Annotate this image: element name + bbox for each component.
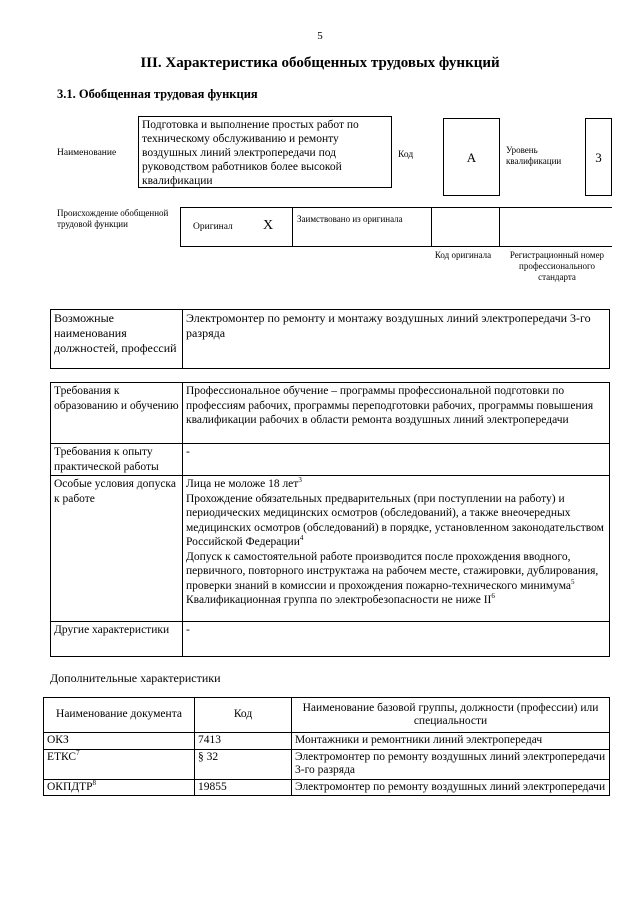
page-number: 5: [317, 30, 323, 42]
header-document: Наименование документа: [44, 698, 195, 733]
table-row: [44, 749, 610, 779]
admission-line: Квалификационная группа по электробезопасности не ниже $II^6$: [186, 592, 495, 606]
header-name: Наименование базовой группы, должности (профессии) или специальности: [292, 698, 610, 733]
education-label: Требования к образованию и обучению: [51, 383, 183, 444]
additional-title: Дополнительные характеристики: [50, 671, 221, 685]
divider: [499, 208, 500, 246]
subsection-title: 3.1. Обобщенная трудовая функция: [57, 87, 258, 101]
level-value: 3: [585, 118, 612, 196]
additional-table: [43, 697, 610, 796]
admission-value: [183, 476, 610, 622]
original-mark: X: [263, 218, 274, 233]
table-row: [44, 733, 610, 750]
borrowed-label: Заимствовано из оригинала: [297, 214, 403, 224]
education-value: Профессиональное обучение – программы профессиональной подготовки по профессиям рабочих, программы переподготовки рабочих, программы повышения квалификации рабочих в области ремонта воздушных линий электропередачи: [183, 383, 610, 444]
row-name: Электромонтер по ремонту воздушных линий электропередачи 3-го разряда: [292, 749, 610, 779]
reg-number-caption: Регистрационный номер профессионального стандарта: [509, 250, 605, 282]
requirements-table: [50, 382, 610, 657]
level-label: Уровень квалификации: [506, 145, 562, 166]
origin-label: Происхождение обобщенной трудовой функции: [57, 208, 169, 229]
row-name: Монтажники и ремонтники линий электропередач: [292, 733, 610, 750]
name-label: Наименование: [57, 148, 117, 158]
admission-line: Лица не моложе 18 лет$^3$: [186, 476, 302, 490]
positions-value: Электромонтер по ремонту и монтажу воздушных линий электропередачи 3-го разряда: [183, 310, 610, 369]
header-code: Код: [195, 698, 292, 733]
row-code: 7413: [195, 733, 292, 750]
section-title: III. Характеристика обобщенных трудовых функций: [140, 55, 500, 71]
experience-value: -: [183, 444, 610, 476]
positions-table: [50, 309, 610, 369]
admission-line: Допуск к самостоятельной работе производится после прохождения вводного, первичного, повторного инструктажа на рабочем месте, стажировки, дублирования, проверки знаний в комиссии и прохождения пожарно-технического минимума$^5$: [186, 550, 599, 592]
positions-label: Возможные наименования должностей, профессий: [51, 310, 183, 369]
code-label: Код: [398, 150, 414, 160]
row-doc: ОКЗ: [44, 733, 195, 750]
table-row: [44, 779, 610, 796]
experience-label: Требования к опыту практической работы: [51, 444, 183, 476]
admission-line: Прохождение обязательных предварительных (при поступлении на работу) и периодических медицинских осмотров (обследований), а также внеочередных медицинских осмотров (обследований) в порядке, установленном законодательством Российской Федерации$^4$: [186, 492, 604, 548]
row-doc: ЕТКС$^7$: [44, 749, 195, 779]
divider: [292, 208, 293, 246]
admission-label: Особые условия допуска к работе: [51, 476, 183, 622]
divider: [431, 208, 432, 246]
other-value: -: [183, 622, 610, 657]
row-code: § 32: [195, 749, 292, 779]
row-doc: ОКПДТР$^8$: [44, 779, 195, 796]
other-label: Другие характеристики: [51, 622, 183, 657]
origin-row: [180, 207, 612, 247]
code-value: А: [443, 118, 500, 196]
function-name-value: Подготовка и выполнение простых работ по техническому обслуживанию и ремонту воздушных линий электропередачи под руководством работников более высокой квалификации: [138, 116, 392, 188]
code-original-caption: Код оригинала: [434, 250, 492, 260]
row-name: Электромонтер по ремонту воздушных линий электропередачи: [292, 779, 610, 796]
original-label: Оригинал: [193, 222, 233, 232]
row-code: 19855: [195, 779, 292, 796]
